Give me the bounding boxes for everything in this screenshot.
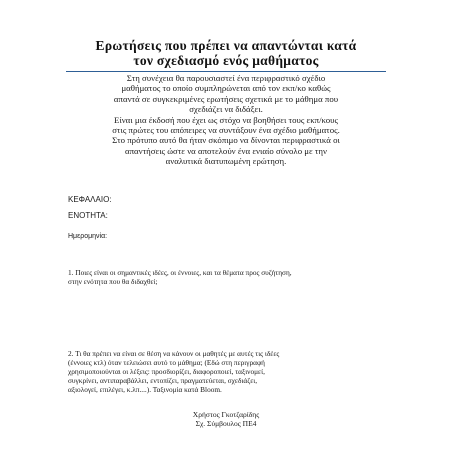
intro-line: μαθήματος το οποίο συμπληρώνεται από τον εκπ/κο καθώς <box>121 83 331 94</box>
signature-name: Χρήστος Γκοτζαρίδης <box>192 410 260 419</box>
intro-paragraph <box>66 73 386 167</box>
title-line-2: τον σχεδιασμό ενός μαθήματος <box>133 53 319 68</box>
title-line-1: Ερωτήσεις που πρέπει να απαντώνται κατά <box>95 38 357 53</box>
question-2-line: (έννοιες κτλ) όταν τελειώσει αυτό το μάθημα; (Εδώ στη περιγραφή <box>68 358 265 367</box>
question-2 <box>68 349 390 394</box>
unit-field-label: ΕΝΟΤΗΤΑ: <box>68 211 108 220</box>
date-field-label: Ημερομηνία: <box>68 233 108 240</box>
question-1 <box>68 268 390 286</box>
intro-line: Στο πρότυπο αυτό θα ήταν σκόπιμο να δίνονται περιφραστικά οι <box>112 135 340 146</box>
intro-line: απαντήσεις ώστε να αποτελούν ένα ενιαίο σύνολο με την <box>124 145 328 156</box>
signature-block <box>150 410 302 428</box>
chapter-field-label: ΚΕΦΑΛΑΙΟ: <box>68 195 112 204</box>
intro-line: Στη συνέχεια θα παρουσιαστεί ένα περιφραστικό σχέδιο <box>126 73 326 83</box>
intro-line: Είναι μια έκδοσή που έχει ως στόχο να βοηθήσει τους εκπ/κους <box>113 114 339 125</box>
intro-line: σχεδιάζει να διδάξει. <box>189 104 263 115</box>
question-1-line-2: στην ενότητα που θα διδαχθεί; <box>68 277 158 286</box>
question-2-line: συγκρίνει, αντιπαραβάλλει, εντοπίζει, πραγματεύεται, σχεδιάζει, <box>68 376 258 385</box>
signature-role: Σχ. Σύμβουλος ΠΕ4 <box>195 419 257 428</box>
question-2-line: 2. Τι θα πρέπει να είναι σε θέση να κάνουν οι μαθητές με αυτές τις ιδέες <box>68 349 280 358</box>
question-1-line-1: 1. Ποιες είναι οι σημαντικές ιδέες, οι έννοιες, και τα θέματα προς συζήτηση, <box>68 268 292 277</box>
title-divider <box>66 71 386 72</box>
question-2-line: αξιολογεί, επιλέγει, κ.λπ....). Ταξινομία κατά Bloom. <box>68 385 222 394</box>
intro-line: απαντά σε συγκεκριμένες ερωτήσεις σχετικά με το μάθημα που <box>113 93 339 104</box>
question-2-line: χρησιμοποιούνται οι λέξεις: προσδιορίζει, διαφοροποιεί, ταξινομεί, <box>68 367 265 376</box>
intro-line: στις πρώτες του απόπειρες να συντάξουν ένα σχέδιο μαθήματος. <box>112 125 340 136</box>
document-title <box>60 38 392 68</box>
intro-line: αναλυτικά διατυπωμένη ερώτηση. <box>165 156 287 167</box>
